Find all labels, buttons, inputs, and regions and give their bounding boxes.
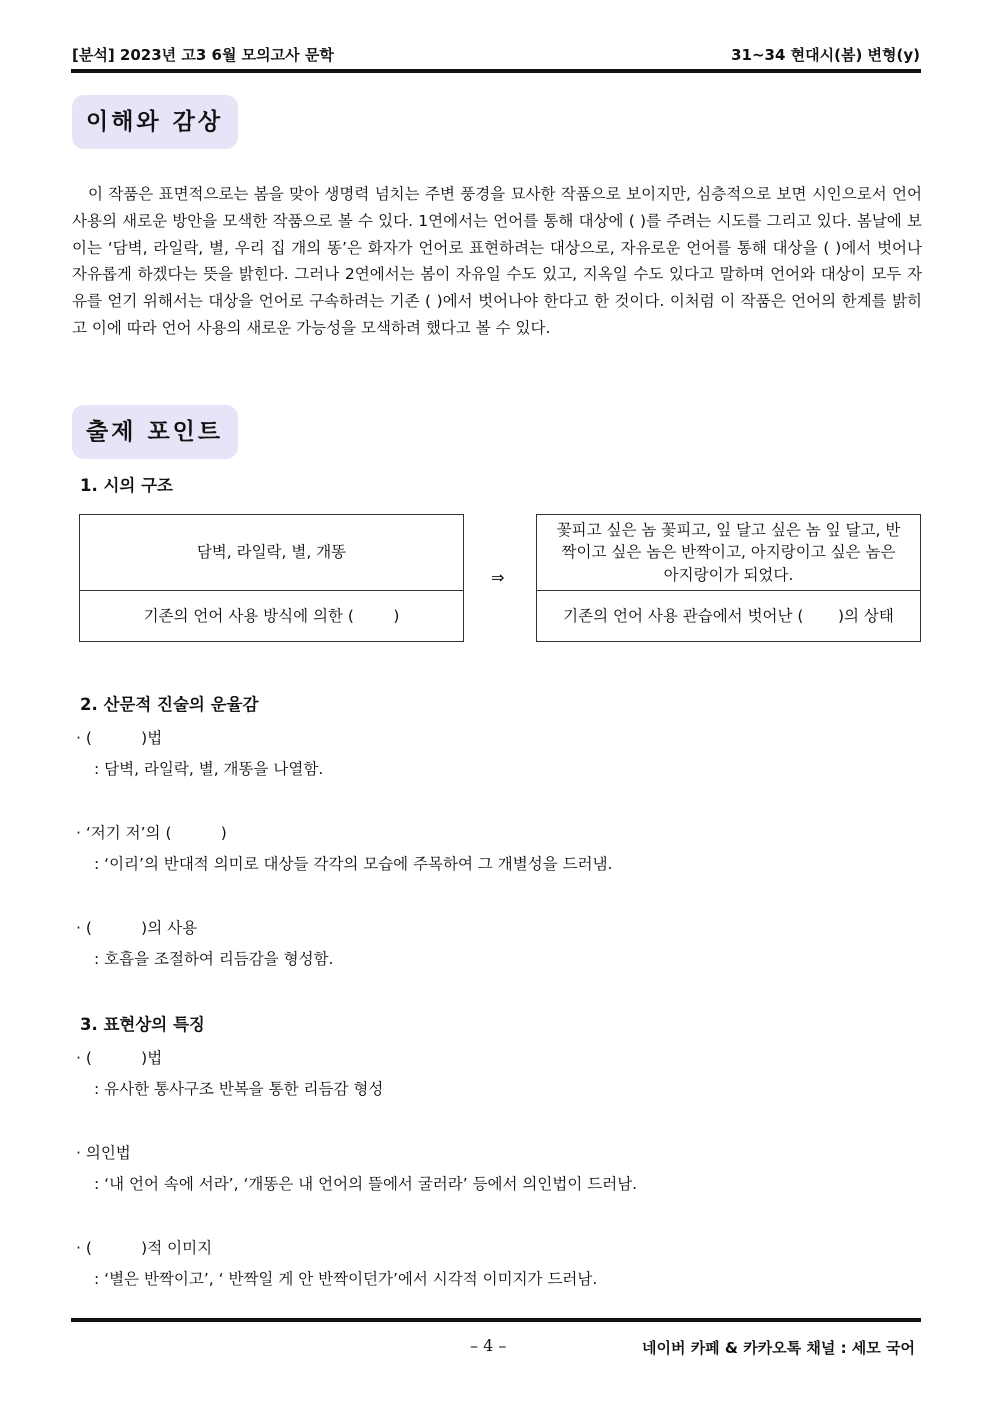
structure-left-bottom-text: 기존의 언어 사용 방식에 의한 ( )	[143, 606, 400, 625]
list-item: · ( )법	[76, 1049, 163, 1067]
page-header	[72, 44, 920, 66]
appreciation-paragraph: 이 작품은 표면적으로는 봄을 맞아 생명력 넘치는 주변 풍경을 묘사한 작품으로 보이지만, 심층적으로 보면 시인으로서 언어 사용의 새로운 방안을 모색한 작품으로 볼 수 있다. 1연에서는 언어를 통해 대상에 ( )를 주려는 시도를 그리고 있다. 봄날에 보이는 ‘담벽, 라일락, 별, 우리 집 개의 똥’은 화자가 언어로 표현하려는 대상으로, 자유로운 언어를 통해 대상을 ( )에서 벗어나 자유롭게 하겠다는 뜻을 밝힌다. 그러나 2연에서는 봄이 자유일 수도 있고, 지옥일 수도 있다고 말하며 언어와 대상이 모두 자유를 얻기 위해서는 대상을 언어로 구속하려는 기존 ( )에서 벗어나야 한다고 한 것이다. 이처럼 이 작품은 언어의 한계를 밝히고 이에 따라 언어 사용의 새로운 가능성을 모색하려 했다고 볼 수 있다.	[72, 185, 922, 337]
list-item: · ( )적 이미지	[76, 1239, 213, 1257]
structure-box-right-bottom	[536, 590, 921, 642]
list-item-desc: : 담벽, 라일락, 별, 개똥을 나열함.	[94, 760, 324, 778]
header-divider	[71, 69, 921, 73]
page-number: – 4 –	[470, 1336, 507, 1355]
section-badge-exam-points: 출제 포인트	[72, 405, 238, 459]
arrow-icon: ⇒	[491, 568, 505, 587]
structure-right-bottom-text: 기존의 언어 사용 관습에서 벗어난 ( )의 상태	[563, 606, 894, 625]
list-item-desc: : ‘별은 반짝이고’, ‘ 반짝일 게 안 반짝이던가’에서 시각적 이미지가 드러남.	[94, 1270, 598, 1288]
footer-credit: 네이버 카페 & 카카오톡 채널 : 세모 국어	[642, 1339, 915, 1357]
header-title: [분석] 2023년 고3 6월 모의고사 문학	[72, 46, 334, 64]
list-item-desc: : ‘내 언어 속에 서라’, ‘개똥은 내 언어의 뜰에서 굴러라’ 등에서 의인법이 드러남.	[94, 1175, 638, 1193]
header-subtitle: 31~34 현대시(봄) 변형(y)	[731, 46, 920, 64]
structure-box-left-bottom	[79, 590, 464, 642]
structure-box-right-top	[536, 514, 921, 591]
section-badge-appreciation: 이해와 감상	[72, 95, 238, 149]
footer-divider	[71, 1318, 921, 1322]
list-item-desc: : 유사한 통사구조 반복을 통한 리듬감 형성	[94, 1080, 384, 1098]
list-item-desc: : ‘이리’의 반대적 의미로 대상들 각각의 모습에 주목하여 그 개별성을 드러냄.	[94, 855, 613, 873]
list-item: · ‘저기 저’의 ( )	[76, 824, 227, 842]
list-item: · ( )법	[76, 729, 163, 747]
structure-left-top-text: 담벽, 라일락, 별, 개똥	[196, 543, 347, 562]
rhythm-heading: 2. 산문적 진술의 운율감	[80, 695, 259, 714]
list-item-desc: : 호흡을 조절하여 리듬감을 형성함.	[94, 950, 334, 968]
list-item: · 의인법	[76, 1144, 131, 1162]
structure-right-top-text: 꽃피고 싶은 놈 꽃피고, 잎 달고 싶은 놈 잎 달고, 반짝이고 싶은 놈은 반짝이고, 아지랑이고 싶은 놈은 아지랑이가 되었다.	[556, 520, 901, 584]
structure-heading: 1. 시의 구조	[80, 476, 173, 495]
list-item: · ( )의 사용	[76, 919, 198, 937]
expression-heading: 3. 표현상의 특징	[80, 1015, 205, 1034]
structure-box-left-top	[79, 514, 464, 591]
